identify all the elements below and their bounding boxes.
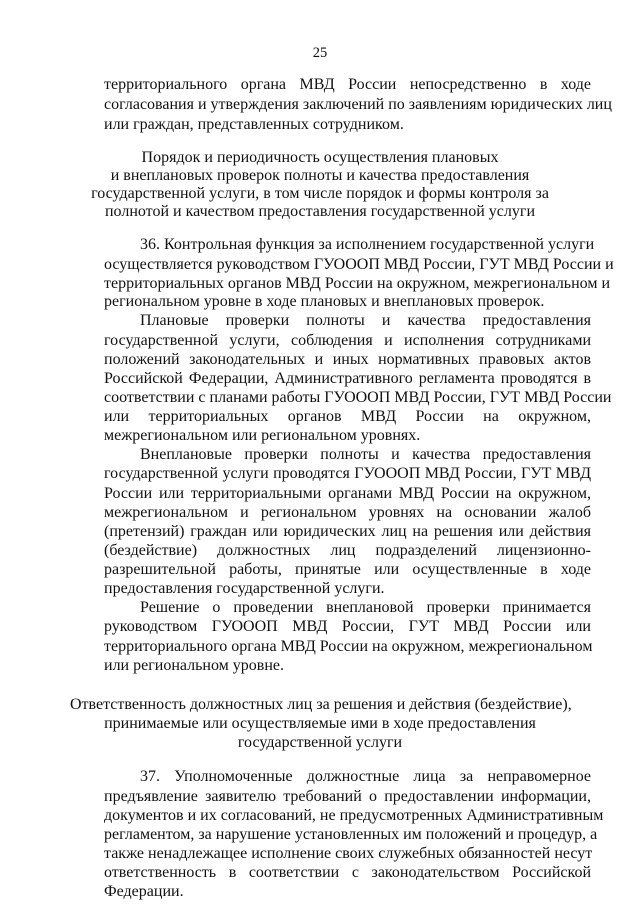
text-line: территориальных органов МВД России на окружном, межрегиональном и: [104, 275, 611, 292]
text-line: руководством ГУОООП МВД России, ГУТ МВД России или: [104, 618, 591, 635]
text-line: Плановые проверки полноты и качества предоставления: [140, 312, 591, 329]
text-line: положений законодательных и иных нормативных правовых актов: [104, 351, 591, 368]
text-line: или территориальных органов МВД России на окружном,: [104, 408, 591, 425]
heading-line: и внеплановых проверок полноты и качества предоставления: [110, 167, 530, 184]
text-line: предъявление заявителю требований о предоставлении информации,: [104, 788, 591, 805]
text-line: межрегиональном и региональном уровнях на основании жалоб: [104, 504, 591, 521]
text-line: 36. Контрольная функция за исполнением государственной услуги: [140, 236, 595, 253]
text-line: или региональном уровне.: [104, 657, 285, 674]
text-line: Внеплановые проверки полноты и качества предоставления: [140, 446, 591, 463]
heading-line: государственной услуги: [237, 734, 403, 751]
text-line: России или территориальными органами МВД России на окружном,: [104, 485, 591, 502]
heading-line: Порядок и периодичность осуществления плановых: [141, 149, 499, 166]
heading-line: полнотой и качеством предоставления государственной услуги: [104, 203, 536, 220]
text-line: ответственность в соответствии с законодательством Российской: [104, 864, 591, 881]
heading-line: Ответственность должностных лиц за решения и действия (бездействие),: [70, 696, 572, 713]
text-line: или граждан, представленных сотрудником.: [104, 116, 404, 133]
text-line: осуществляется руководством ГУОООП МВД России, ГУТ МВД России и: [104, 256, 614, 273]
text-line: региональном уровне в ходе плановых и внеплановых проверок.: [104, 293, 545, 310]
text-line: предоставления государственной услуги.: [104, 580, 385, 597]
text-line: Российской Федерации, Административного регламента проводятся в: [104, 370, 591, 387]
text-line: (претензий) граждан или юридических лиц на решения или действия: [104, 523, 591, 540]
text-line: межрегиональном или региональном уровнях.: [104, 427, 421, 444]
text-line: территориального органа МВД России непосредственно в ходе: [104, 76, 591, 93]
text-line: согласования и утверждения заключений по заявлениям юридических лиц: [104, 96, 612, 113]
heading-line: государственной услуги, в том числе порядок и формы контроля за: [91, 185, 549, 202]
text-line: разрешительной работы, принятые или осуществленные в ходе: [104, 561, 591, 578]
text-line: соответствии с планами работы ГУОООП МВД России, ГУТ МВД России: [104, 389, 612, 406]
text-line: регламентом, за нарушение установленных им положений и процедур, а: [104, 826, 598, 843]
heading-line: принимаемые или осуществляемые ими в ходе предоставления: [104, 715, 536, 732]
text-line: территориального органа МВД России на окружном, межрегиональном: [104, 638, 593, 655]
text-line: (бездействие) должностных лиц подразделений лицензионно-: [104, 542, 591, 559]
page-number: 25: [312, 45, 328, 61]
text-line: 37. Уполномоченные должностные лица за неправомерное: [140, 768, 591, 785]
text-line: государственной услуги проводятся ГУОООП МВД России, ГУТ МВД: [104, 465, 591, 482]
text-line: также ненадлежащее исполнение своих служебных обязанностей несут: [104, 845, 593, 862]
text-line: государственной услуги, соблюдения и исполнения сотрудниками: [104, 332, 591, 349]
text-line: Решение о проведении внеплановой проверки принимается: [140, 599, 591, 616]
text-line: Федерации.: [104, 883, 184, 900]
text-line: документов и их согласований, не предусмотренных Административным: [104, 807, 604, 824]
